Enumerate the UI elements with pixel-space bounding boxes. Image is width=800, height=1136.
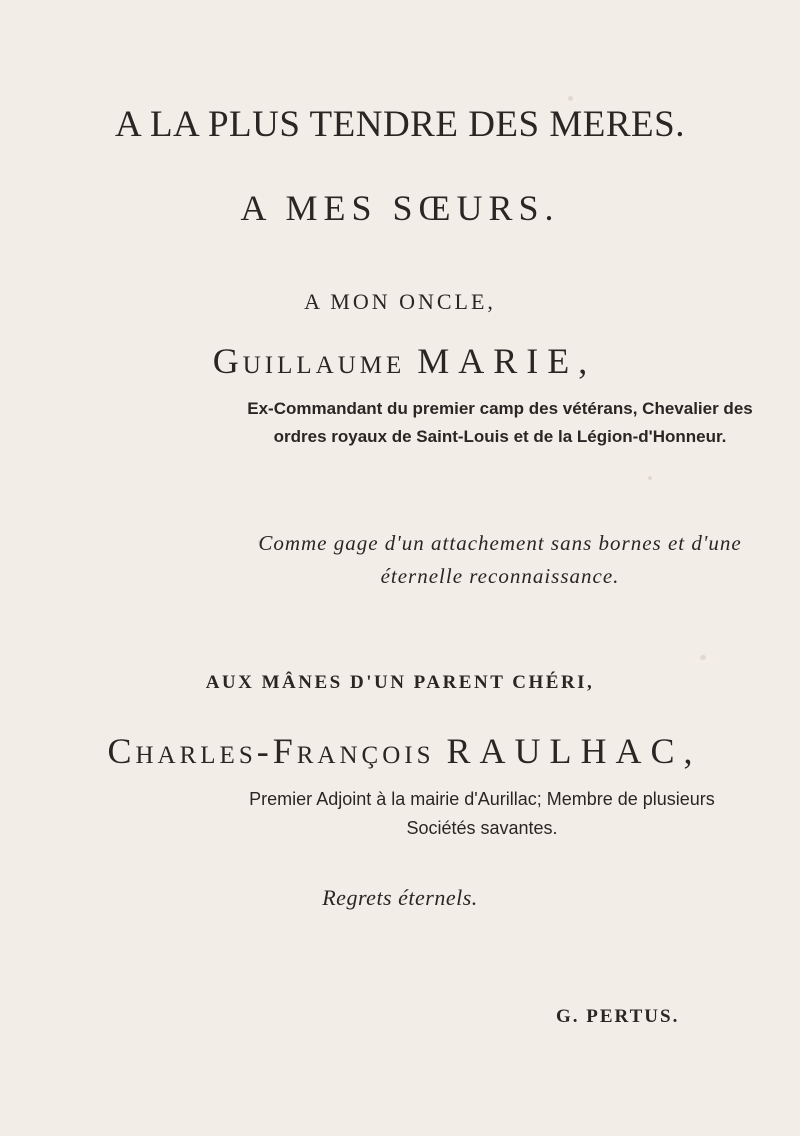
uncle-tribute: Comme gage d'un attachement sans bornes et d'une éternelle reconnaissance. [258, 531, 742, 588]
uncle-name-punct: , [578, 341, 588, 381]
paper-stain [700, 655, 706, 660]
dedication-uncle-intro: A MON ONCLE, [304, 289, 496, 314]
dedication-mother: A LA PLUS TENDRE DES MERES. [115, 104, 685, 145]
uncle-first-name: Guillaume [212, 341, 406, 381]
relative-last-name: RAULHAC [446, 731, 684, 771]
dedication-sisters: A MES SŒURS. [240, 188, 560, 228]
dedication-relative-intro: AUX MÂNES D'UN PARENT CHÉRI, [205, 672, 595, 693]
uncle-titles: Ex-Commandant du premier camp des vétérans, Chevalier des ordres royaux de Saint-Louis et de la Légion-d'Honneur. [247, 399, 753, 446]
author-signature: G. PERTUS. [556, 1006, 680, 1027]
relative-titles: Premier Adjoint à la mairie d'Aurillac; Membre de plusieurs Sociétés savantes. [249, 789, 715, 838]
uncle-name [0, 340, 800, 382]
relative-tribute: Regrets éternels. [322, 885, 478, 910]
relative-name [0, 730, 800, 772]
relative-first-name: Charles-François [107, 731, 435, 771]
paper-stain [568, 96, 573, 101]
uncle-last-name: MARIE [417, 341, 579, 381]
paper-stain [648, 476, 652, 480]
relative-name-punct: , [683, 731, 693, 771]
